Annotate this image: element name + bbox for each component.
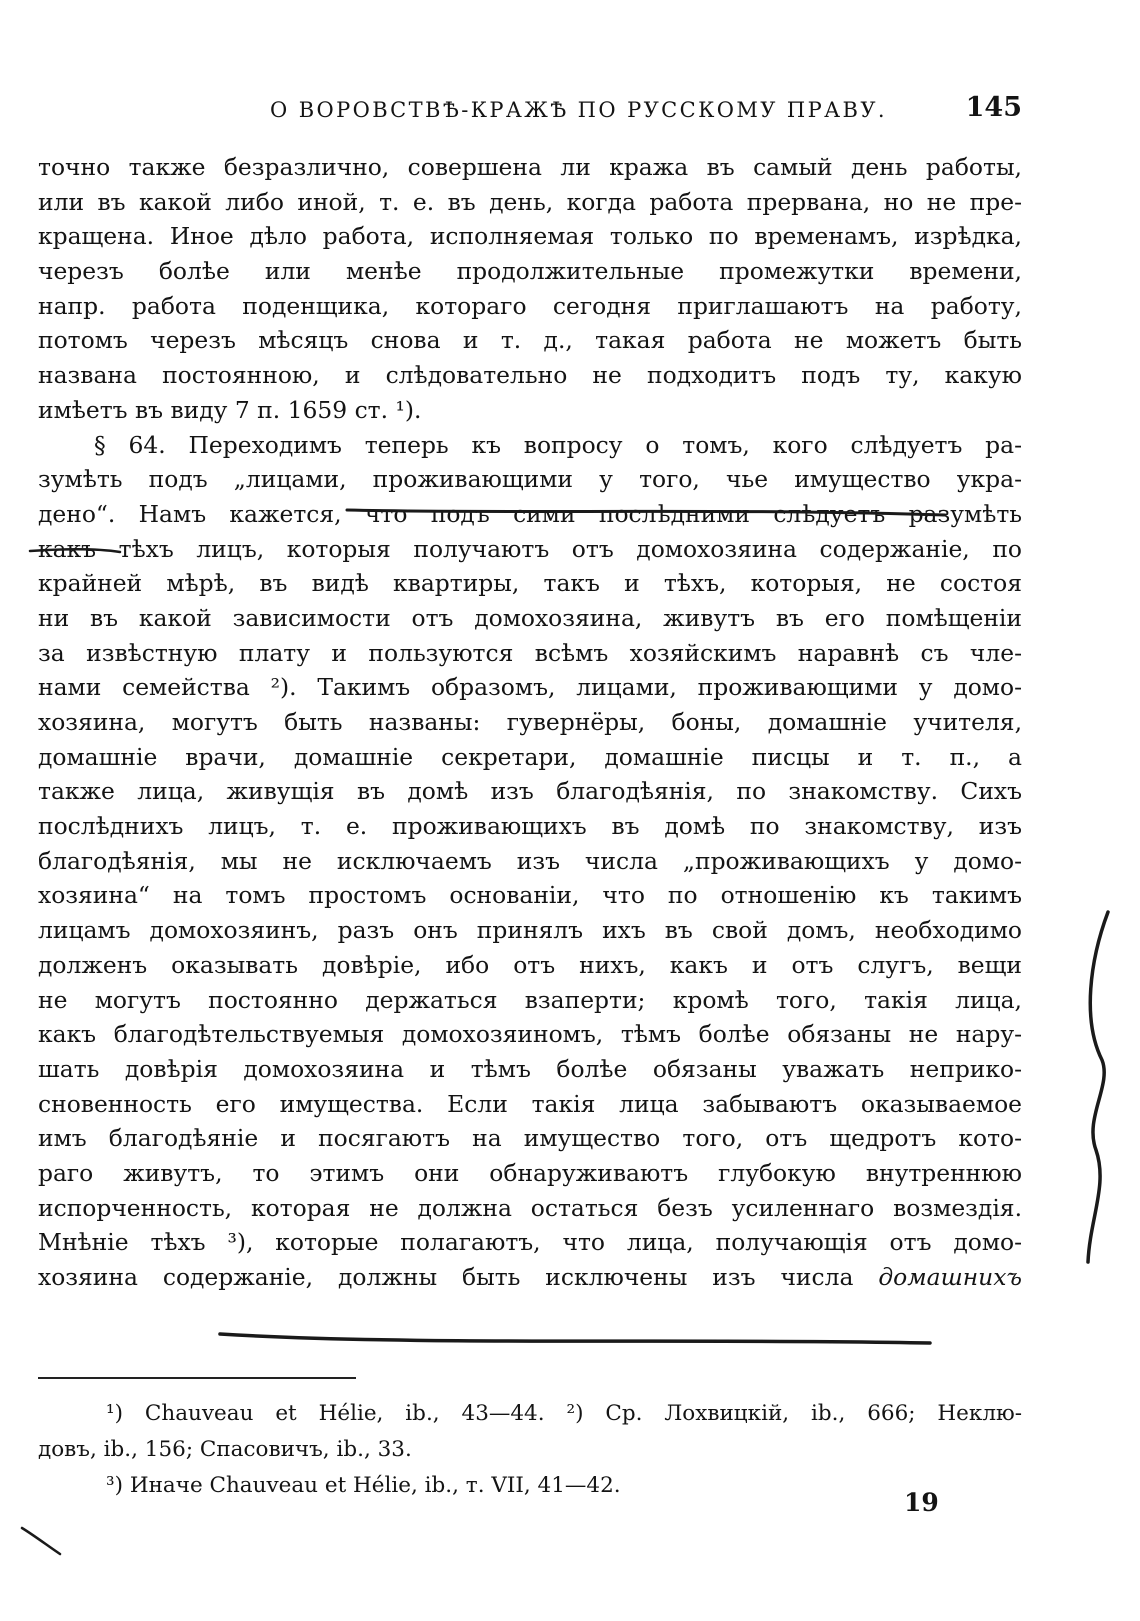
text-line: напр. работа поденщика, котораго сегодня приглашаютъ на работу, bbox=[38, 291, 1022, 320]
page-number: 145 bbox=[965, 92, 1022, 123]
text-line: имѣетъ въ виду 7 п. 1659 ст. ¹). bbox=[38, 395, 422, 424]
text-line: не могутъ постоянно держаться взаперти; кромѣ того, такія лица, bbox=[38, 985, 1022, 1014]
section-heading-line: § 64. Переходимъ теперь къ вопросу о томъ, кого слѣдуетъ ра- bbox=[94, 430, 1022, 459]
page-header bbox=[38, 92, 1022, 132]
text-line: крайней мѣрѣ, въ видѣ квартиры, такъ и тѣхъ, которыя, не состоя bbox=[38, 569, 1022, 598]
running-title: О ВОРОВСТВѢ-КРАЖѢ ПО РУССКОМУ ПРАВУ. bbox=[270, 98, 887, 122]
margin-bracket bbox=[1088, 912, 1108, 1262]
text-line: имъ благодѣяніе и посягаютъ на имущество того, отъ щедротъ кото- bbox=[38, 1124, 1022, 1153]
text-line: названа постоянною, и слѣдовательно не подходитъ подъ ту, какую bbox=[38, 361, 1022, 390]
text-line: кращена. Иное дѣло работа, исполняемая только по временамъ, изрѣдка, bbox=[38, 222, 1022, 251]
footnote-line: ³) Иначе Chauveau et Hélie, ib., т. VII, 41—42. bbox=[106, 1473, 621, 1498]
text-line: хозяина“ на томъ простомъ основаніи, что по отношенію къ такимъ bbox=[38, 881, 1022, 910]
corner-mark bbox=[22, 1528, 60, 1554]
text-line: какъ тѣхъ лицъ, которыя получаютъ отъ домохозяина содержаніе, по bbox=[38, 534, 1022, 563]
text-line: также лица, живущія въ домѣ изъ благодѣянія, по знакомству. Сихъ bbox=[38, 777, 1022, 806]
text-line: ни въ какой зависимости отъ домохозяина, живутъ въ его помѣщеніи bbox=[38, 603, 1022, 632]
text-line: лицамъ домохозяинъ, разъ онъ принялъ ихъ въ свой домъ, необходимо bbox=[38, 916, 1022, 945]
text-line: шать довѣрія домохозяина и тѣмъ болѣе обязаны уважать неприко- bbox=[38, 1054, 1022, 1083]
text-line: нами семейства ²). Такимъ образомъ, лицами, проживающими у домо- bbox=[38, 673, 1022, 702]
underline-mark-3 bbox=[220, 1334, 930, 1343]
italic-word: домашнихъ bbox=[878, 1263, 1022, 1291]
footnote-line: довъ, ib., 156; Спасовичъ, ib., 33. bbox=[38, 1437, 412, 1462]
text-line: испорченность, которая не должна остаться безъ усиленнаго возмездія. bbox=[38, 1193, 1022, 1222]
footnote-divider bbox=[38, 1377, 356, 1379]
text-line: долженъ оказывать довѣріе, ибо отъ нихъ, какъ и отъ слугъ, вещи bbox=[38, 950, 1022, 979]
text-line: потомъ черезъ мѣсяцъ снова и т. д., такая работа не можетъ быть bbox=[38, 326, 1022, 355]
text-line: послѣднихъ лицъ, т. е. проживающихъ въ домѣ по знакомству, изъ bbox=[38, 812, 1022, 841]
text-line: черезъ болѣе или менѣе продолжительные промежутки времени, bbox=[38, 257, 1022, 286]
text-line: раго живутъ, то этимъ они обнаруживаютъ глубокую внутреннюю bbox=[38, 1158, 1022, 1187]
text-line: точно также безразлично, совершена ли кража въ самый день работы, bbox=[38, 153, 1022, 181]
text-line: или въ какой либо иной, т. е. въ день, когда работа прервана, но не пре- bbox=[38, 187, 1022, 216]
final-line-text: хозяина содержаніе, должны быть исключены изъ числа bbox=[38, 1263, 879, 1291]
text-line: Мнѣніе тѣхъ ³), которые полагаютъ, что лица, получающія отъ домо- bbox=[38, 1228, 1022, 1257]
footnotes bbox=[38, 1396, 1022, 1504]
text-line: зумѣть подъ „лицами, проживающими у того, чье имущество укра- bbox=[38, 465, 1022, 494]
text-line: дено“. Намъ кажется, что подъ сими послѣдними слѣдуетъ разумѣть bbox=[38, 499, 1022, 528]
main-text bbox=[38, 150, 1022, 1295]
text-line: благодѣянія, мы не исключаемъ изъ числа „проживающихъ у домо- bbox=[38, 846, 1022, 875]
footnote-line: ¹) Chauveau et Hélie, ib., 43—44. ²) Ср. Лохвицкій, ib., 666; Неклю- bbox=[106, 1401, 1022, 1426]
text-line: сновенность его имущества. Если такія лица забываютъ оказываемое bbox=[38, 1089, 1022, 1118]
text-line: за извѣстную плату и пользуются всѣмъ хозяйскимъ наравнѣ съ чле- bbox=[38, 638, 1022, 667]
text-line: какъ благодѣтельствуемыя домохозяиномъ, тѣмъ болѣе обязаны не нару- bbox=[38, 1020, 1022, 1049]
text-line-final bbox=[38, 1260, 1022, 1295]
signature-mark: 19 bbox=[904, 1488, 939, 1517]
text-line: хозяина, могутъ быть названы: гувернёры, боны, домашніе учителя, bbox=[38, 708, 1022, 736]
text-line: домашніе врачи, домашніе секретари, домашніе писцы и т. п., а bbox=[38, 742, 1022, 771]
